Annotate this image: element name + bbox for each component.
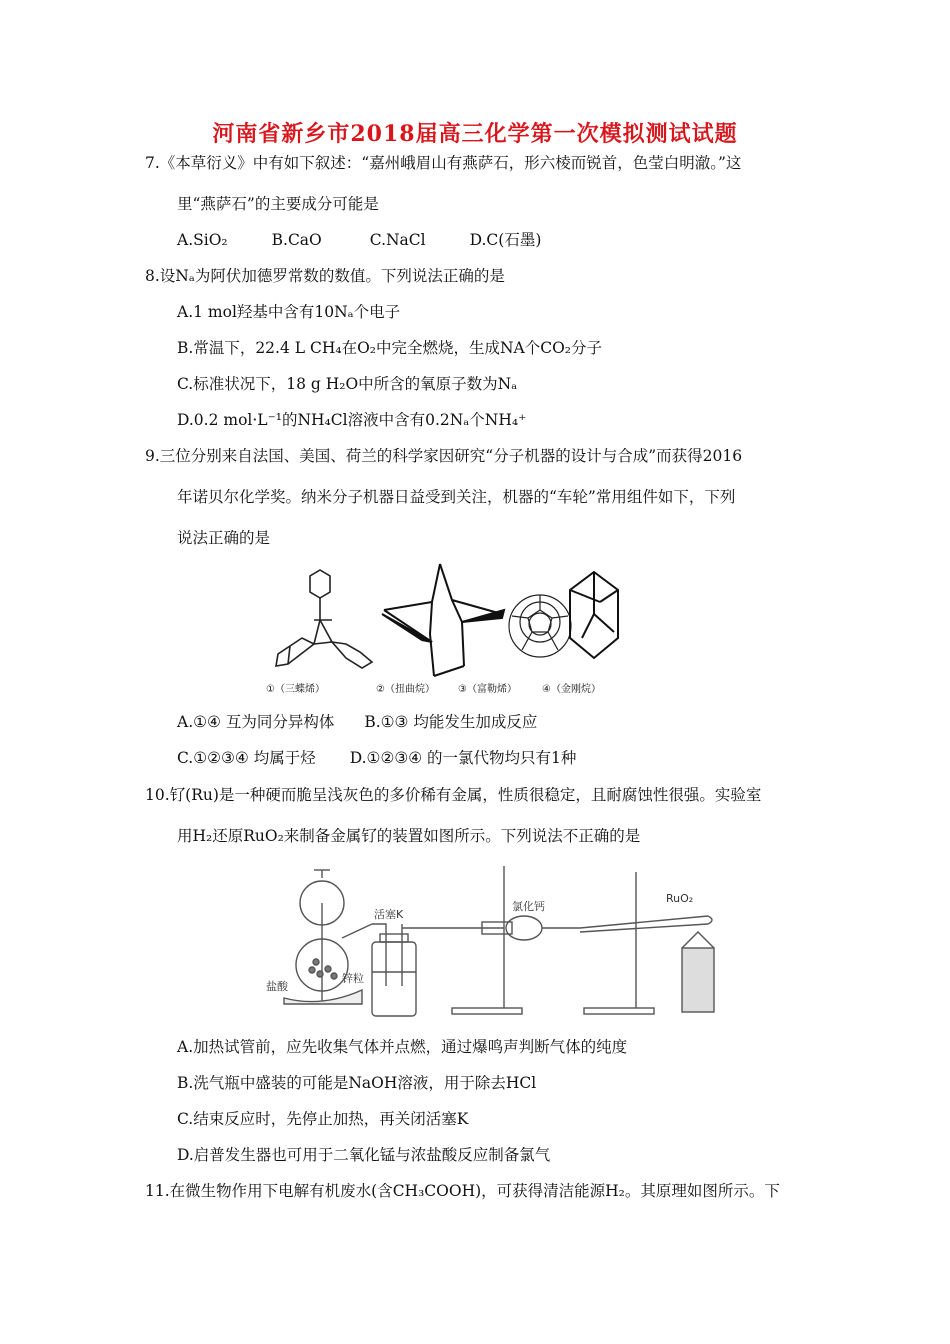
q7-stem-line2: 里“燕萨石”的主要成分可能是 xyxy=(177,195,379,213)
stand-with-drying-tube xyxy=(452,866,580,1014)
q10-option-a: A.加热试管前，应先收集气体并点燃，通过爆鸣声判断气体的纯度 xyxy=(177,1038,628,1056)
q9-label-4: ④（金刚烷） xyxy=(542,684,601,695)
q9-option-b: B.①③ 均能发生加成反应 xyxy=(364,713,538,731)
twistane-structure xyxy=(382,564,504,676)
q8-stem: 8.设Nₐ为阿伏加德罗常数的数值。下列说法正确的是 xyxy=(145,267,505,285)
fullerene-structure xyxy=(509,595,571,657)
q10-stem-line1: 10.钌(Ru)是一种硬而脆呈浅灰色的多价稀有金属，性质很稳定，且耐腐蚀性很强。实验室 xyxy=(145,786,762,804)
label-valve: 活塞K xyxy=(374,908,404,921)
q7-options xyxy=(177,230,569,250)
q10-option-d: D.启普发生器也可用于二氧化锰与浓盐酸反应制备氯气 xyxy=(177,1146,551,1164)
q9-stem-line1: 9.三位分别来自法国、美国、荷兰的科学家因研究“分子机器的设计与合成”而获得2016 xyxy=(145,447,743,465)
q10-option-c: C.结束反应时，先停止加热，再关闭活塞K xyxy=(177,1110,469,1128)
q9-option-d: D.①②③④ 的一氯代物均只有1种 xyxy=(349,749,577,767)
label-acid: 盐酸 xyxy=(266,980,288,993)
q8-option-c: C.标准状况下，18 g H₂O中所含的氧原子数为Nₐ xyxy=(177,375,518,393)
q9-molecule-figure xyxy=(262,562,622,700)
q9-option-c: C.①②③④ 均属于烃 xyxy=(177,749,316,767)
page-title: 河南省新乡市2018届高三化学第一次模拟测试试题 xyxy=(212,121,738,147)
q9-options-row2 xyxy=(177,748,604,768)
q9-options-row1 xyxy=(177,712,565,732)
q8-option-a: A.1 mol羟基中含有10Nₐ个电子 xyxy=(177,303,401,321)
q10-apparatus-figure xyxy=(254,858,724,1028)
label-ruo2: RuO₂ xyxy=(666,892,694,905)
label-zinc: 锌粒 xyxy=(342,972,364,985)
q9-stem-line3: 说法正确的是 xyxy=(177,529,271,547)
q9-option-a: A.①④ 互为同分异构体 xyxy=(177,713,335,731)
q9-label-2: ②（扭曲烷） xyxy=(376,684,435,695)
q10-option-b: B.洗气瓶中盛装的可能是NaOH溶液，用于除去HCl xyxy=(177,1074,537,1092)
q7-option-b: B.CaO xyxy=(271,231,322,249)
q7-option-c: C.NaCl xyxy=(369,231,426,249)
wash-bottle xyxy=(372,924,504,1016)
q9-label-1: ①（三蝶烯） xyxy=(266,684,325,695)
q11-stem-line1: 11.在微生物作用下电解有机废水(含CH₃COOH)，可获得清洁能源H₂。其原理如图所示。下 xyxy=(145,1182,780,1200)
q8-option-b: B.常温下，22.4 L CH₄在O₂中完全燃烧，生成NA个CO₂分子 xyxy=(177,339,603,357)
q7-stem-line1: 7.《本草衍义》中有如下叙述：“嘉州峨眉山有燕萨石，形六棱而锐首，色莹白明澈。”这 xyxy=(145,154,742,172)
alcohol-lamp xyxy=(682,932,714,1012)
q9-stem-line2: 年诺贝尔化学奖。纳米分子机器日益受到关注，机器的“车轮”常用组件如下，下列 xyxy=(177,488,736,506)
q8-option-d: D.0.2 mol·L⁻¹的NH₄Cl溶液中含有0.2Nₐ个NH₄⁺ xyxy=(177,411,527,429)
triptycene-structure xyxy=(276,570,372,668)
q7-option-d: D.C(石墨) xyxy=(469,231,542,249)
q10-stem-line2: 用H₂还原RuO₂来制备金属钌的装置如图所示。下列说法不正确的是 xyxy=(177,827,641,845)
q9-label-3: ③（富勒烯） xyxy=(458,684,517,695)
adamantane-structure xyxy=(570,572,618,658)
label-cacl2: 氯化钙 xyxy=(512,900,545,913)
q7-option-a: A.SiO₂ xyxy=(177,231,228,249)
